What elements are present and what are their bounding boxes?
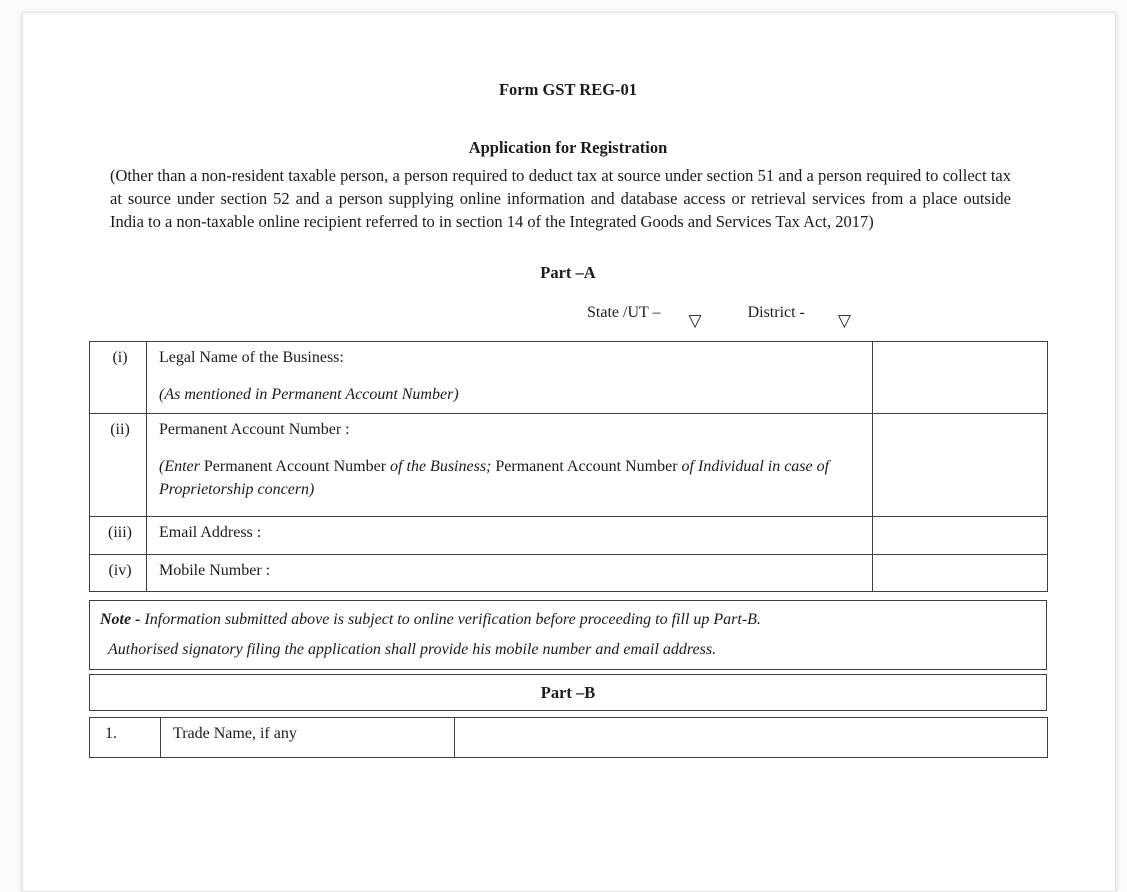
row-label: Mobile Number : (159, 562, 271, 579)
row-number: (ii) (90, 414, 147, 517)
part-a-heading: Part –A (540, 263, 596, 282)
table-row (90, 555, 1048, 592)
form-subtitle: Application for Registration (468, 138, 668, 157)
part-b-heading: Part –B (540, 682, 596, 702)
table-row (90, 517, 1048, 555)
district-label: District - (747, 304, 805, 321)
table-row (90, 414, 1048, 517)
row-label: Trade Name, if any (161, 718, 455, 758)
state-district-selector-row (587, 302, 1047, 331)
row-value-cell (873, 517, 1048, 555)
row-value-cell (873, 342, 1048, 414)
district-dropdown-icon[interactable]: ▽ (837, 311, 851, 331)
row-label-cell (147, 342, 873, 414)
document-content (89, 80, 1047, 758)
row-label-cell (147, 555, 873, 592)
row-note-segment: Permanent Account Number (495, 458, 678, 475)
intro-paragraph: (Other than a non-resident taxable person, a person required to deduct tax at source under section 51 and a person required to collect tax at source under section 52 and a person supplying online information and database access or retrieval services from a place outside India to a non-taxable online recipient referred to in section 14 of the Integrated Goods and Services Tax Act, 2017) (110, 166, 1011, 231)
note-line1-text: Information submitted above is subject to online verification before proceeding to fill up Part-B. (144, 611, 761, 628)
form-title: Form GST REG-01 (498, 80, 638, 99)
table-row (90, 718, 1048, 758)
row-note (159, 455, 864, 501)
row-value-cell (455, 718, 1048, 758)
note-line-2: Authorised signatory filing the application shall provide his mobile number and email address. (108, 641, 717, 658)
state-label: State /UT – (587, 304, 661, 321)
document-page (22, 12, 1116, 892)
row-note-segment: (Enter (159, 458, 200, 475)
note-label: Note - (100, 611, 141, 628)
note-box (89, 600, 1047, 670)
row-number: (i) (90, 342, 147, 414)
row-value-cell (873, 555, 1048, 592)
row-number: (iii) (90, 517, 147, 555)
table-row (90, 342, 1048, 414)
row-number: 1. (90, 718, 161, 758)
row-label: Email Address : (159, 524, 262, 541)
row-label: Legal Name of the Business: (159, 349, 344, 366)
row-note: (As mentioned in Permanent Account Number) (159, 386, 459, 403)
row-note-segment: of Individual in case of Proprietorship concern) (159, 458, 830, 498)
row-note-segment: Permanent Account Number (203, 458, 387, 475)
note-line-1 (100, 610, 1036, 629)
row-label-cell (147, 517, 873, 555)
part-b-table (89, 717, 1048, 758)
row-number: (iv) (90, 555, 147, 592)
row-label: Permanent Account Number : (159, 421, 350, 438)
row-label-cell (147, 414, 873, 517)
part-a-table (89, 341, 1048, 592)
state-dropdown-icon[interactable]: ▽ (688, 311, 702, 331)
row-value-cell (873, 414, 1048, 517)
part-b-heading-box (89, 674, 1047, 711)
row-note-segment: of the Business; (390, 458, 492, 475)
